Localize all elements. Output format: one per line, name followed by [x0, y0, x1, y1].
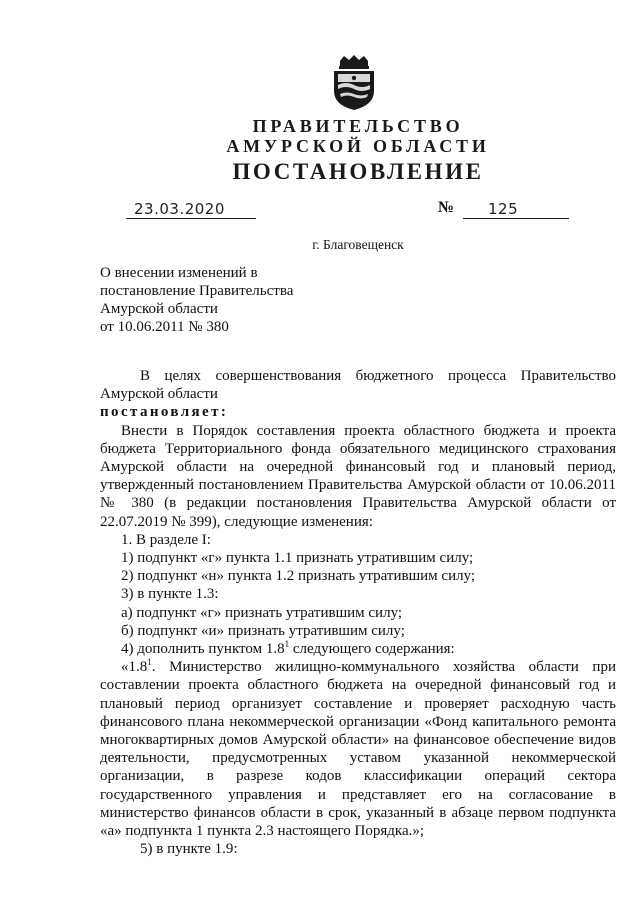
city-line: г. Благовещенск — [312, 237, 404, 252]
quoted-paragraph — [100, 658, 616, 840]
subject-line: постановление Правительства — [100, 283, 294, 299]
list-item-text: 4) дополнить пунктом 1.8 — [121, 641, 285, 658]
subject-line: Амурской области — [100, 301, 218, 317]
list-item-text: следующего содержания: — [289, 641, 455, 658]
list-item: б) подпункт «и» признать утратившим силу; — [121, 622, 405, 639]
intro-paragraph: Внести в Порядок составления проекта областного бюджета и проекта бюджета Территориального фонда обязательного медицинского страхования Амурской области на очередной финансовый год и плановый период, утвержденный постановлением Правительства Амурской области от 10.06.2011 № 380 (в редакции постановления Правительства Амурской области от 22.07.2019 № 399), следующие изменения: — [100, 422, 616, 530]
document-type: ПОСТАНОВЛЕНИЕ — [232, 159, 484, 184]
number-sign: № — [438, 199, 455, 216]
decree-subject — [100, 264, 293, 336]
list-item — [100, 640, 616, 658]
superscript: 1 — [284, 639, 290, 650]
resolves-word: постановляет: — [100, 404, 229, 421]
list-item: 2) подпункт «н» пункта 1.2 признать утратившим силу; — [121, 568, 476, 585]
preamble: В целях совершенствования бюджетного процесса Правительство Амурской области — [100, 368, 616, 403]
subject-line: О внесении изменений в — [100, 265, 258, 281]
list-item: а) подпункт «г» признать утратившим силу; — [121, 604, 403, 621]
subject-line: от 10.06.2011 № 380 — [100, 319, 229, 335]
quote-text: «1.8 — [121, 659, 148, 676]
list-item: 5) в пункте 1.9: — [140, 841, 238, 858]
number-underline — [463, 218, 569, 219]
date-underline — [126, 218, 256, 219]
quote-text: . Министерство жилищно-коммунального хозяйства области при составлении проекта областного бюджета на очередной финансовый год и плановый период организует составление и проверяет расходную часть финансового плана некоммерческой организации «Фонд капитального ремонта многоквартирных домов Амурской области» на финансовое обеспечение видов деятельности, предусмотренных уставом указанной некоммерческой организации, в разрезе кодов классификации операций сектора государственного управления и представляет его на согласование в министерство финансов области в срок, указанный в абзаце первом подпункта «а» подпункта 1 пункта 2.3 настоящего Порядка.»; — [100, 659, 616, 840]
region-title: АМУРСКОЙ ОБЛАСТИ — [226, 136, 490, 156]
decree-date: 23.03.2020 — [134, 200, 225, 218]
coat-of-arms-icon — [330, 55, 378, 111]
decree-body — [100, 367, 616, 858]
decree-number: 125 — [488, 200, 519, 218]
government-title: ПРАВИТЕЛЬСТВО — [252, 116, 464, 136]
list-item: 1) подпункт «г» пункта 1.1 признать утратившим силу; — [121, 550, 474, 567]
list-item: 1. В разделе I: — [121, 531, 211, 548]
list-item: 3) в пункте 1.3: — [121, 586, 219, 603]
superscript: 1 — [147, 657, 152, 668]
